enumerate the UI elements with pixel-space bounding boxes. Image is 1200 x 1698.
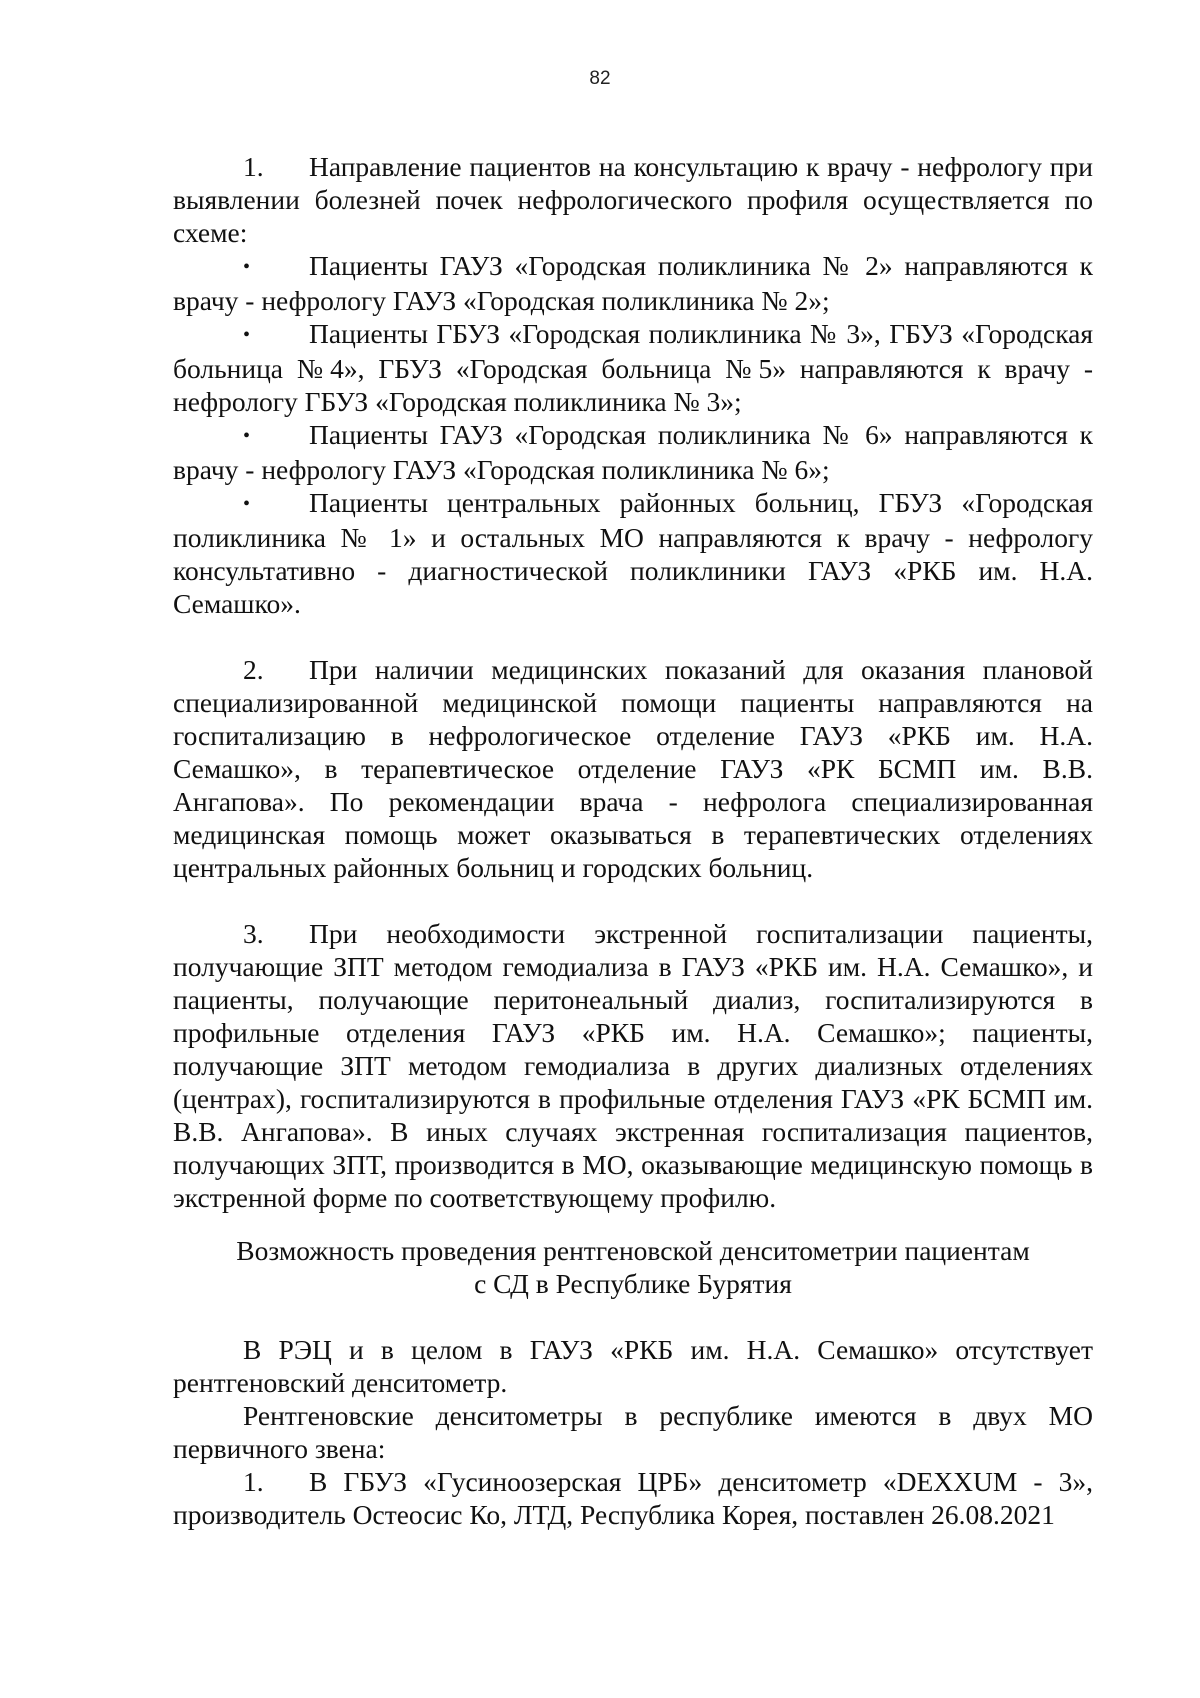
bullet-text: Пациенты центральных районных больниц, ГБУЗ «Городская поликлиника № 1» и остальных МО направляются к врачу - нефрологу консультативно - диагностической поликлиники ГАУЗ «РКБ им. Н.А. Семашко». bbox=[173, 487, 1093, 619]
paragraph-spacer bbox=[173, 884, 1093, 917]
document-body bbox=[173, 150, 1093, 1531]
numbered-paragraph-3 bbox=[173, 917, 1093, 1214]
bullet-item bbox=[173, 317, 1093, 418]
page-number: 82 bbox=[589, 68, 611, 89]
paragraph-text: При необходимости экстренной госпитализации пациенты, получающие ЗПТ методом гемодиализа в ГАУЗ «РКБ им. Н.А. Семашко», и пациенты, получающие перитонеальный диализ, госпитализируются в профильные отделения ГАУЗ «РКБ им. Н.А. Семашко»; пациенты, получающие ЗПТ методом гемодиализа в других диализных отделениях (центрах), госпитализируются в профильные отделения ГАУЗ «РК БСМП им. В.В. Ангапова». В иных случаях экстренная госпитализация пациентов, получающих ЗПТ, производится в МО, оказывающие медицинскую помощь в экстренной форме по соответствующему профилю. bbox=[173, 918, 1093, 1213]
bullet-text: Пациенты ГБУЗ «Городская поликлиника № 3», ГБУЗ «Городская больница №4», ГБУЗ «Городская больница №5» направляются к врачу - нефрологу ГБУЗ «Городская поликлиника № 3»; bbox=[173, 318, 1093, 417]
bullet-item bbox=[173, 249, 1093, 317]
paragraph-text: В ГБУЗ «Гусиноозерская ЦРБ» денситометр «DEXXUM - 3», производитель Остеосис Ко, ЛТД, Республика Корея, поставлен 26.08.2021 bbox=[173, 1466, 1093, 1530]
paragraph-spacer bbox=[173, 620, 1093, 653]
item-number: 3. bbox=[243, 918, 264, 949]
numbered-paragraph-1 bbox=[173, 150, 1093, 249]
item-number: 2. bbox=[243, 654, 264, 685]
bullet-icon: • bbox=[243, 256, 251, 278]
section-heading bbox=[173, 1234, 1093, 1300]
heading-line: с СД в Республике Бурятия bbox=[474, 1268, 792, 1299]
item-number: 1. bbox=[243, 1466, 264, 1497]
bullet-icon: • bbox=[243, 425, 251, 447]
heading-line: Возможность проведения рентгеновской денситометрии пациентам bbox=[236, 1235, 1030, 1266]
item-number: 1. bbox=[243, 151, 264, 182]
paragraph-text: При наличии медицинских показаний для оказания плановой специализированной медицинской помощи пациенты направляются на госпитализацию в нефрологическое отделение ГАУЗ «РКБ им. Н.А. Семашко», в терапевтическое отделение ГАУЗ «РК БСМП им. В.В. Ангапова». По рекомендации врача - нефролога специализированная медицинская помощь может оказываться в терапевтических отделениях центральных районных больниц и городских больниц. bbox=[173, 654, 1093, 883]
bullet-item bbox=[173, 418, 1093, 486]
paragraph-spacer bbox=[173, 1300, 1093, 1333]
paragraph-densitometer-absent: В РЭЦ и в целом в ГАУЗ «РКБ им. Н.А. Семашко» отсутствует рентгеновский денситометр. bbox=[173, 1334, 1093, 1398]
paragraph-densitometers-available: Рентгеновские денситометры в республике имеются в двух МО первичного звена: bbox=[173, 1400, 1093, 1464]
bullet-item bbox=[173, 486, 1093, 620]
paragraph-text: Направление пациентов на консультацию к врачу - нефрологу при выявлении болезней почек нефрологического профиля осуществляется по схеме: bbox=[173, 151, 1093, 248]
numbered-paragraph-2 bbox=[173, 653, 1093, 884]
bullet-icon: • bbox=[243, 324, 251, 346]
bullet-icon: • bbox=[243, 493, 251, 515]
bullet-text: Пациенты ГАУЗ «Городская поликлиника № 2» направляются к врачу - нефрологу ГАУЗ «Городская поликлиника № 2»; bbox=[173, 250, 1093, 316]
bullet-text: Пациенты ГАУЗ «Городская поликлиника № 6» направляются к врачу - нефрологу ГАУЗ «Городская поликлиника № 6»; bbox=[173, 419, 1093, 485]
numbered-paragraph-densitometer-1 bbox=[173, 1465, 1093, 1531]
